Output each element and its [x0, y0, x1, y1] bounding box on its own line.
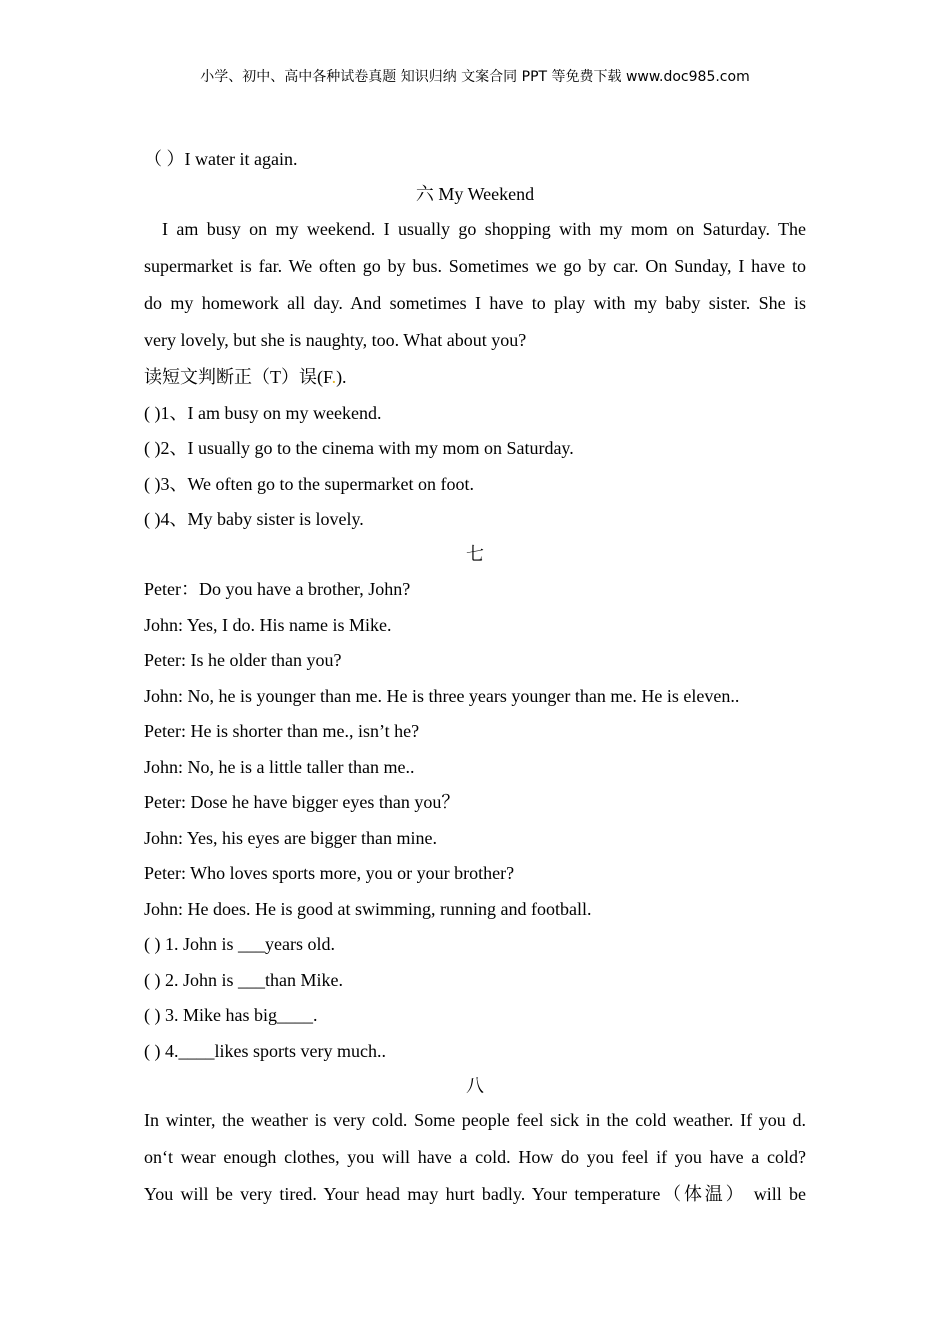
section7-question: ( ) 2. John is ___than Mike.	[144, 970, 343, 990]
section6-instruction	[144, 366, 347, 388]
section7-question: ( ) 1. John is ___years old.	[144, 934, 335, 954]
passage-row: You will be very tired. Your head may hurt badly. Your temperature（体温） will be	[144, 1184, 806, 1204]
page-header: 小学、初中、高中各种试卷真题 知识归纳 文案合同 PPT 等免费下载 www.doc985.com	[200, 69, 750, 85]
passage-row: In winter, the weather is very cold. Some people feel sick in the cold weather. If you d.	[144, 1110, 806, 1130]
section6-title: 六 My Weekend	[415, 184, 535, 204]
instruction-end: ).	[336, 367, 347, 387]
dialogue-line: Peter：Do you have a brother, John?	[144, 579, 411, 599]
section8-passage	[144, 1102, 806, 1213]
dialogue-line: Peter: Dose he have bigger eyes than you？	[144, 792, 460, 812]
section6-question: ( )1、I am busy on my weekend.	[144, 403, 382, 423]
dialogue-line: John: No, he is younger than me. He is three years younger than me. He is eleven..	[144, 686, 740, 706]
section6-question: ( )4、My baby sister is lovely.	[144, 509, 364, 529]
passage-row: on‘t wear enough clothes, you will have a cold. How do you feel if you have a cold?	[144, 1147, 806, 1167]
dialogue-line: John: He does. He is good at swimming, running and football.	[144, 899, 592, 919]
dialogue-line: Peter: Who loves sports more, you or your brother?	[144, 863, 515, 883]
section7-question: ( ) 3. Mike has big____.	[144, 1005, 318, 1025]
passage-row: do my homework all day. And sometimes I have to play with my baby sister. She is	[144, 293, 806, 313]
passage-row: supermarket is far. We often go by bus. Sometimes we go by car. On Sunday, I have to	[144, 256, 806, 276]
top-line: （ ）I water it again.	[144, 149, 298, 169]
passage-row: very lovely, but she is naughty, too. What about you?	[144, 330, 527, 350]
instruction-dot: .	[331, 367, 337, 387]
passage-row: I am busy on my weekend. I usually go shopping with my mom on Saturday. The	[162, 219, 806, 239]
section8-title: 八	[466, 1076, 484, 1096]
dialogue-line: Peter: Is he older than you?	[144, 650, 342, 670]
section6-question: ( )2、I usually go to the cinema with my mom on Saturday.	[144, 438, 574, 458]
dialogue-line: John: Yes, I do. His name is Mike.	[144, 615, 392, 635]
section7-question: ( ) 4.____likes sports very much..	[144, 1041, 386, 1061]
dialogue-line: John: No, he is a little taller than me..	[144, 757, 415, 777]
section7-title: 七	[466, 544, 484, 564]
section6-passage	[144, 211, 806, 359]
section6-question: ( )3、We often go to the supermarket on foot.	[144, 474, 474, 494]
dialogue-line: John: Yes, his eyes are bigger than mine.	[144, 828, 437, 848]
instruction-text: 读短文判断正（T）误(F	[144, 367, 332, 387]
dialogue-line: Peter: He is shorter than me., isn’t he?	[144, 721, 420, 741]
